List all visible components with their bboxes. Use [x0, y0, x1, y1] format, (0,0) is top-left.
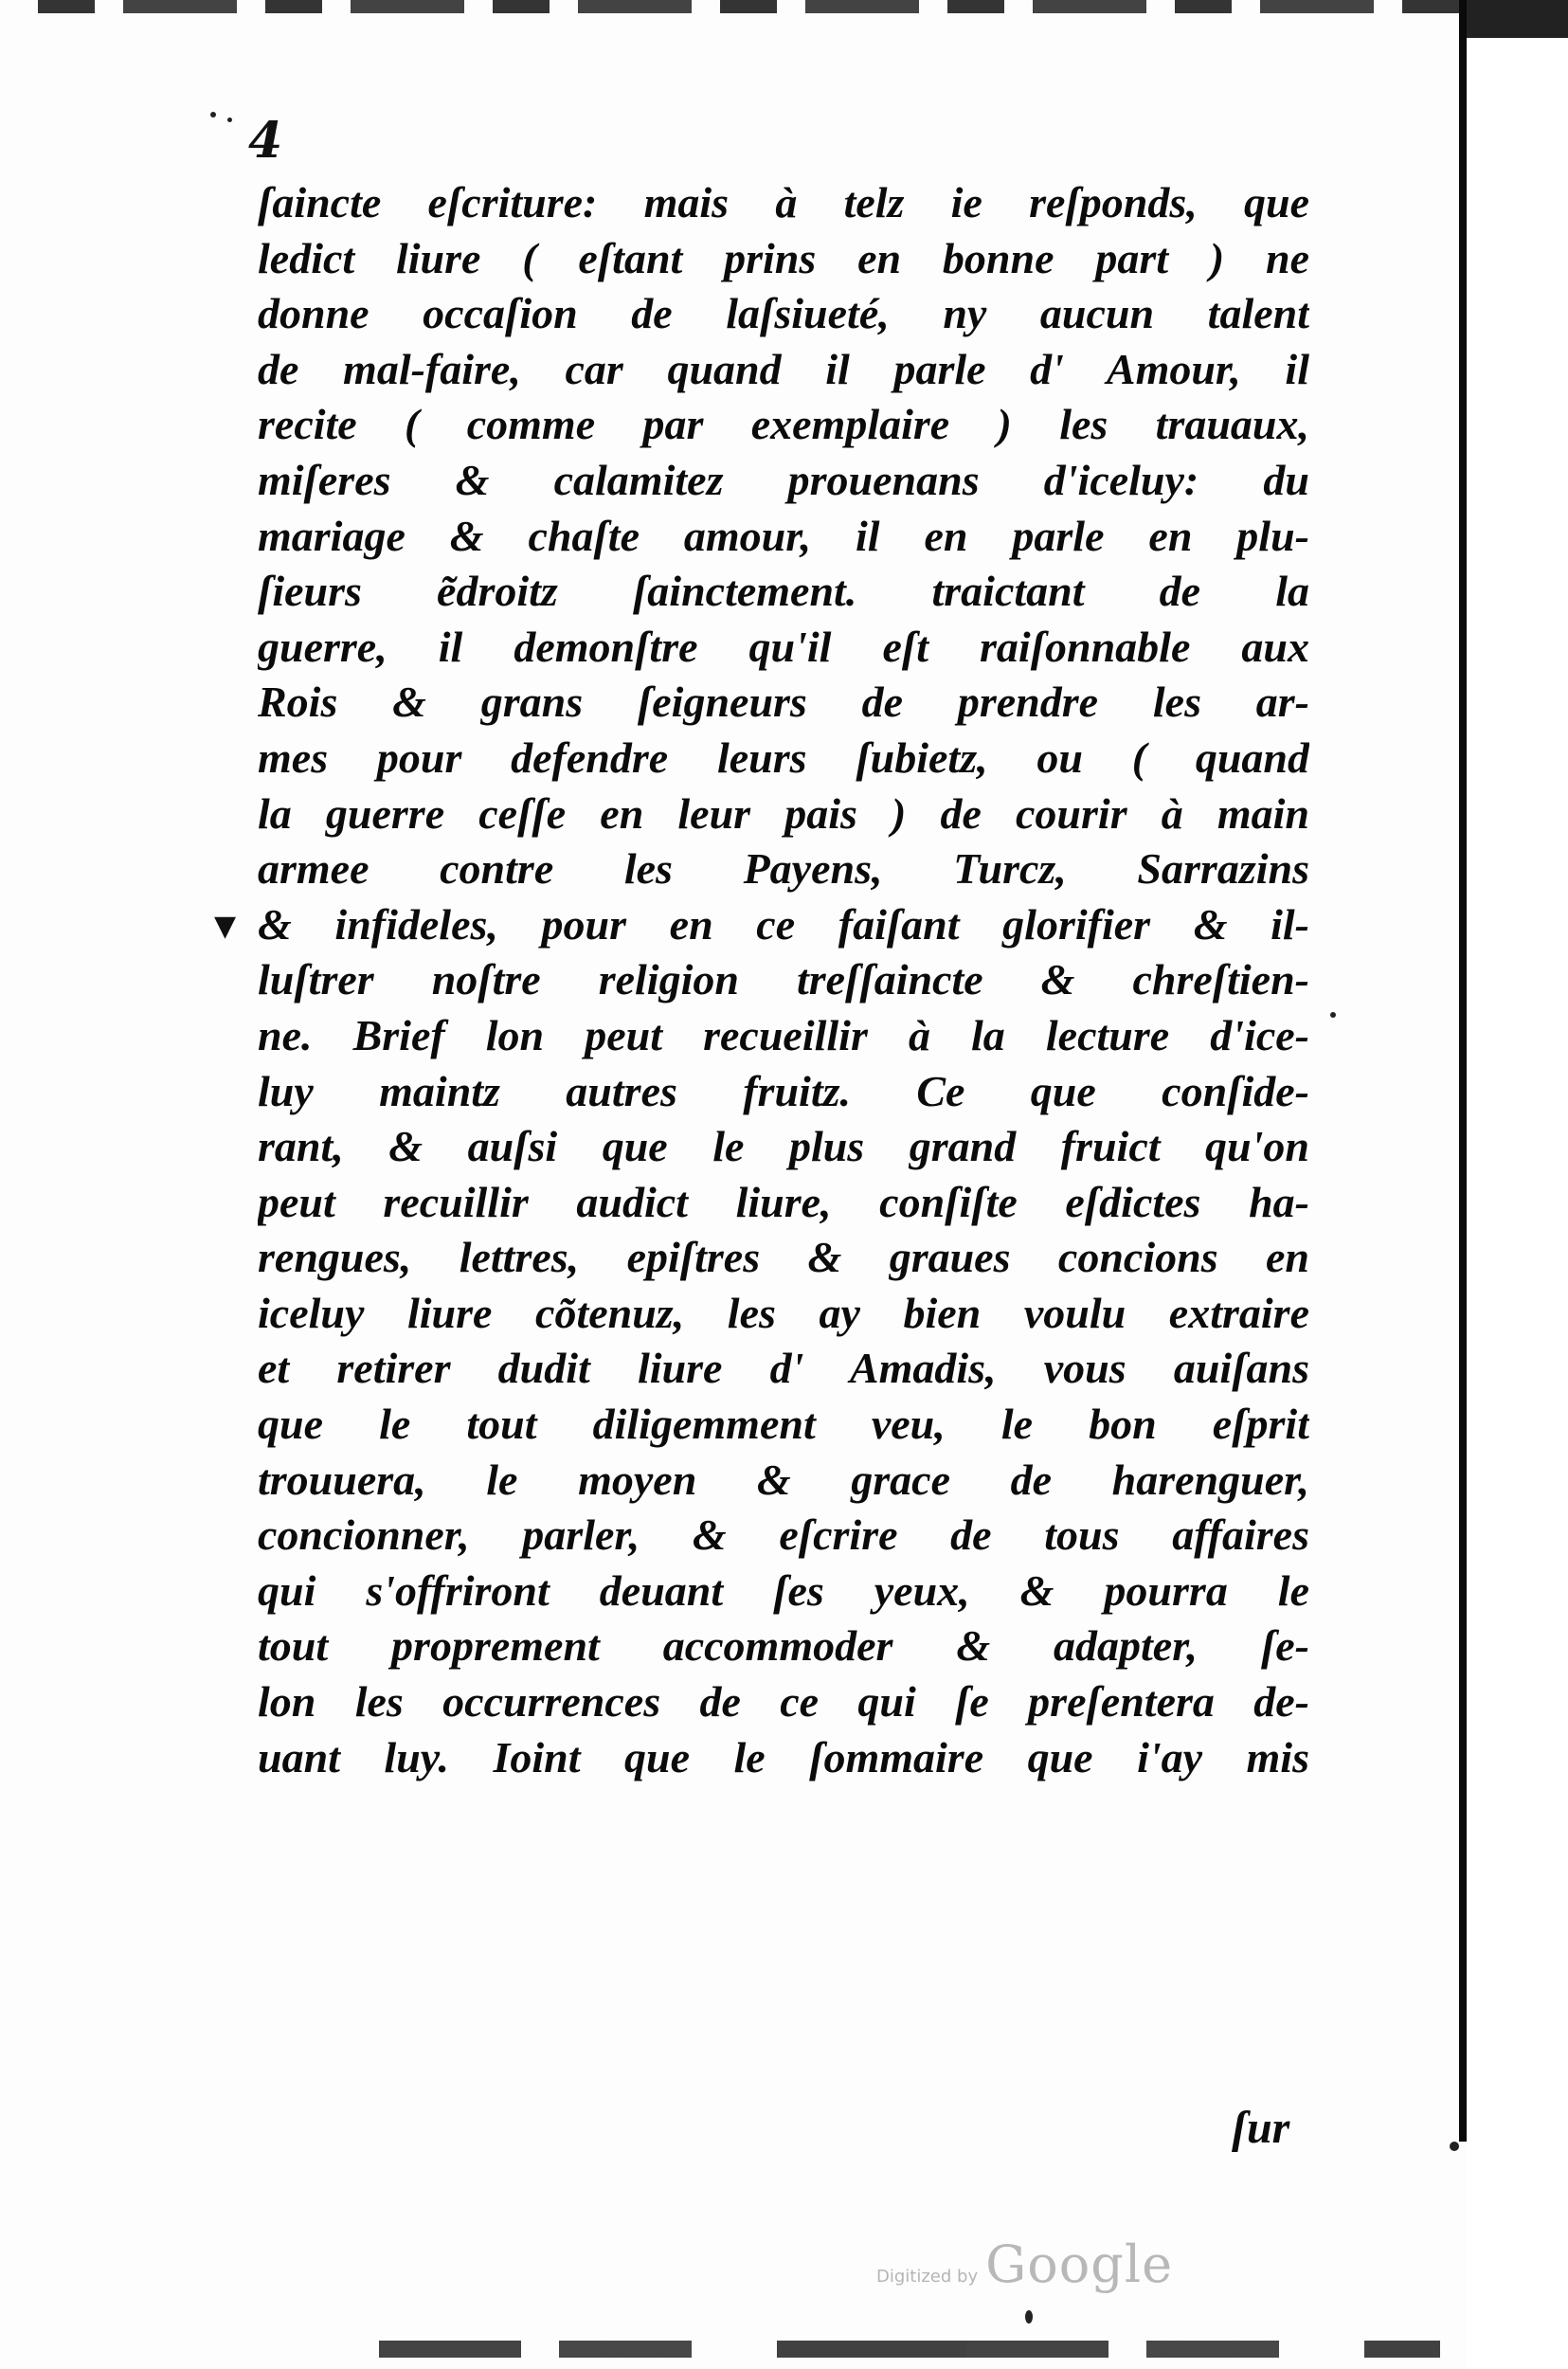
text-line: trouuera, le moyen & grace de harenguer, — [258, 1455, 1309, 1504]
text-line: tout proprement accommoder & adapter, ſe- — [258, 1621, 1309, 1671]
page-number: 4 — [248, 112, 283, 170]
top-scan-edge — [38, 0, 1459, 13]
text-line: Rois & grans ſeigneurs de prendre les ar- — [258, 678, 1309, 727]
text-line: mariage & chaſte amour, il en parle en plu- — [258, 511, 1309, 560]
text-line: ſaincte eſcriture: mais à telz ie reſponds, que — [258, 178, 1309, 226]
margin-mark: ▼ — [214, 910, 237, 943]
body-text — [258, 175, 1309, 1785]
ink-speck — [227, 118, 232, 122]
binding-edge — [1459, 0, 1467, 2142]
text-line: iceluy liure cõtenuz, les ay bien voulu extraire — [258, 1288, 1309, 1337]
text-line: recite ( comme par exemplaire ) les trauaux, — [258, 400, 1309, 449]
google-logo: Google — [985, 2234, 1174, 2294]
text-line: armee contre les Payens, Turcz, Sarrazins — [258, 844, 1309, 894]
text-line: ledict liure ( eſtant prins en bonne part ) ne — [258, 233, 1309, 282]
top-right-shadow — [1467, 0, 1568, 38]
text-line: qui s'offriront deuant ſes yeux, & pourra le — [258, 1565, 1309, 1615]
text-line: rengues, lettres, epiſtres & graues concions en — [258, 1233, 1309, 1282]
text-line: & infideles, pour en ce faiſant glorifier & il- — [258, 899, 1309, 949]
text-line: mes pour defendre leurs ſubietz, ou ( quand — [258, 732, 1309, 782]
text-line: uant luy. Ioint que le ſommaire que i'ay mis — [258, 1732, 1309, 1781]
text-line: guerre, il demonſtre qu'il eſt raiſonnable aux — [258, 622, 1309, 671]
bottom-scan-edge — [379, 2341, 1440, 2358]
text-line: et retirer dudit liure d' Amadis, vous auiſans — [258, 1344, 1309, 1393]
text-line: donne occaſion de laſsiueté, ny aucun talent — [258, 289, 1309, 338]
text-line: de mal-faire, car quand il parle d' Amour, il — [258, 344, 1309, 393]
digitized-by-label: Digitized by — [876, 2267, 979, 2287]
catchword: ſur — [1232, 2103, 1290, 2153]
text-line: ne. Brief lon peut recueillir à la lecture d'ice- — [258, 1010, 1309, 1059]
ink-speck — [1450, 2142, 1459, 2151]
ink-speck — [1330, 1012, 1336, 1018]
text-line: que le tout diligemment veu, le bon eſprit — [258, 1400, 1309, 1449]
right-margin — [1467, 0, 1568, 2369]
digitization-watermark — [876, 2234, 1173, 2294]
text-line: peut recuillir audict liure, conſiſte eſdictes ha- — [258, 1177, 1309, 1226]
text-line: lon les occurrences de ce qui ſe preſentera de- — [258, 1677, 1309, 1727]
ink-speck — [1025, 2310, 1033, 2324]
text-line: la guerre ceſſe en leur pais ) de courir à main — [258, 788, 1309, 838]
text-line: miſeres & calamitez prouenans d'iceluy: du — [258, 455, 1309, 504]
text-line: luſtrer noſtre religion treſſaincte & chreſtien- — [258, 955, 1309, 1004]
text-line: concionner, parler, & eſcrire de tous affaires — [258, 1510, 1309, 1560]
ink-speck — [210, 112, 216, 118]
text-line: luy maintz autres fruitz. Ce que conſide- — [258, 1066, 1309, 1115]
text-line: ſieurs ẽdroitz ſainctement. traictant de la — [258, 567, 1309, 616]
text-line: rant, & auſsi que le plus grand fruict qu'on — [258, 1122, 1309, 1171]
